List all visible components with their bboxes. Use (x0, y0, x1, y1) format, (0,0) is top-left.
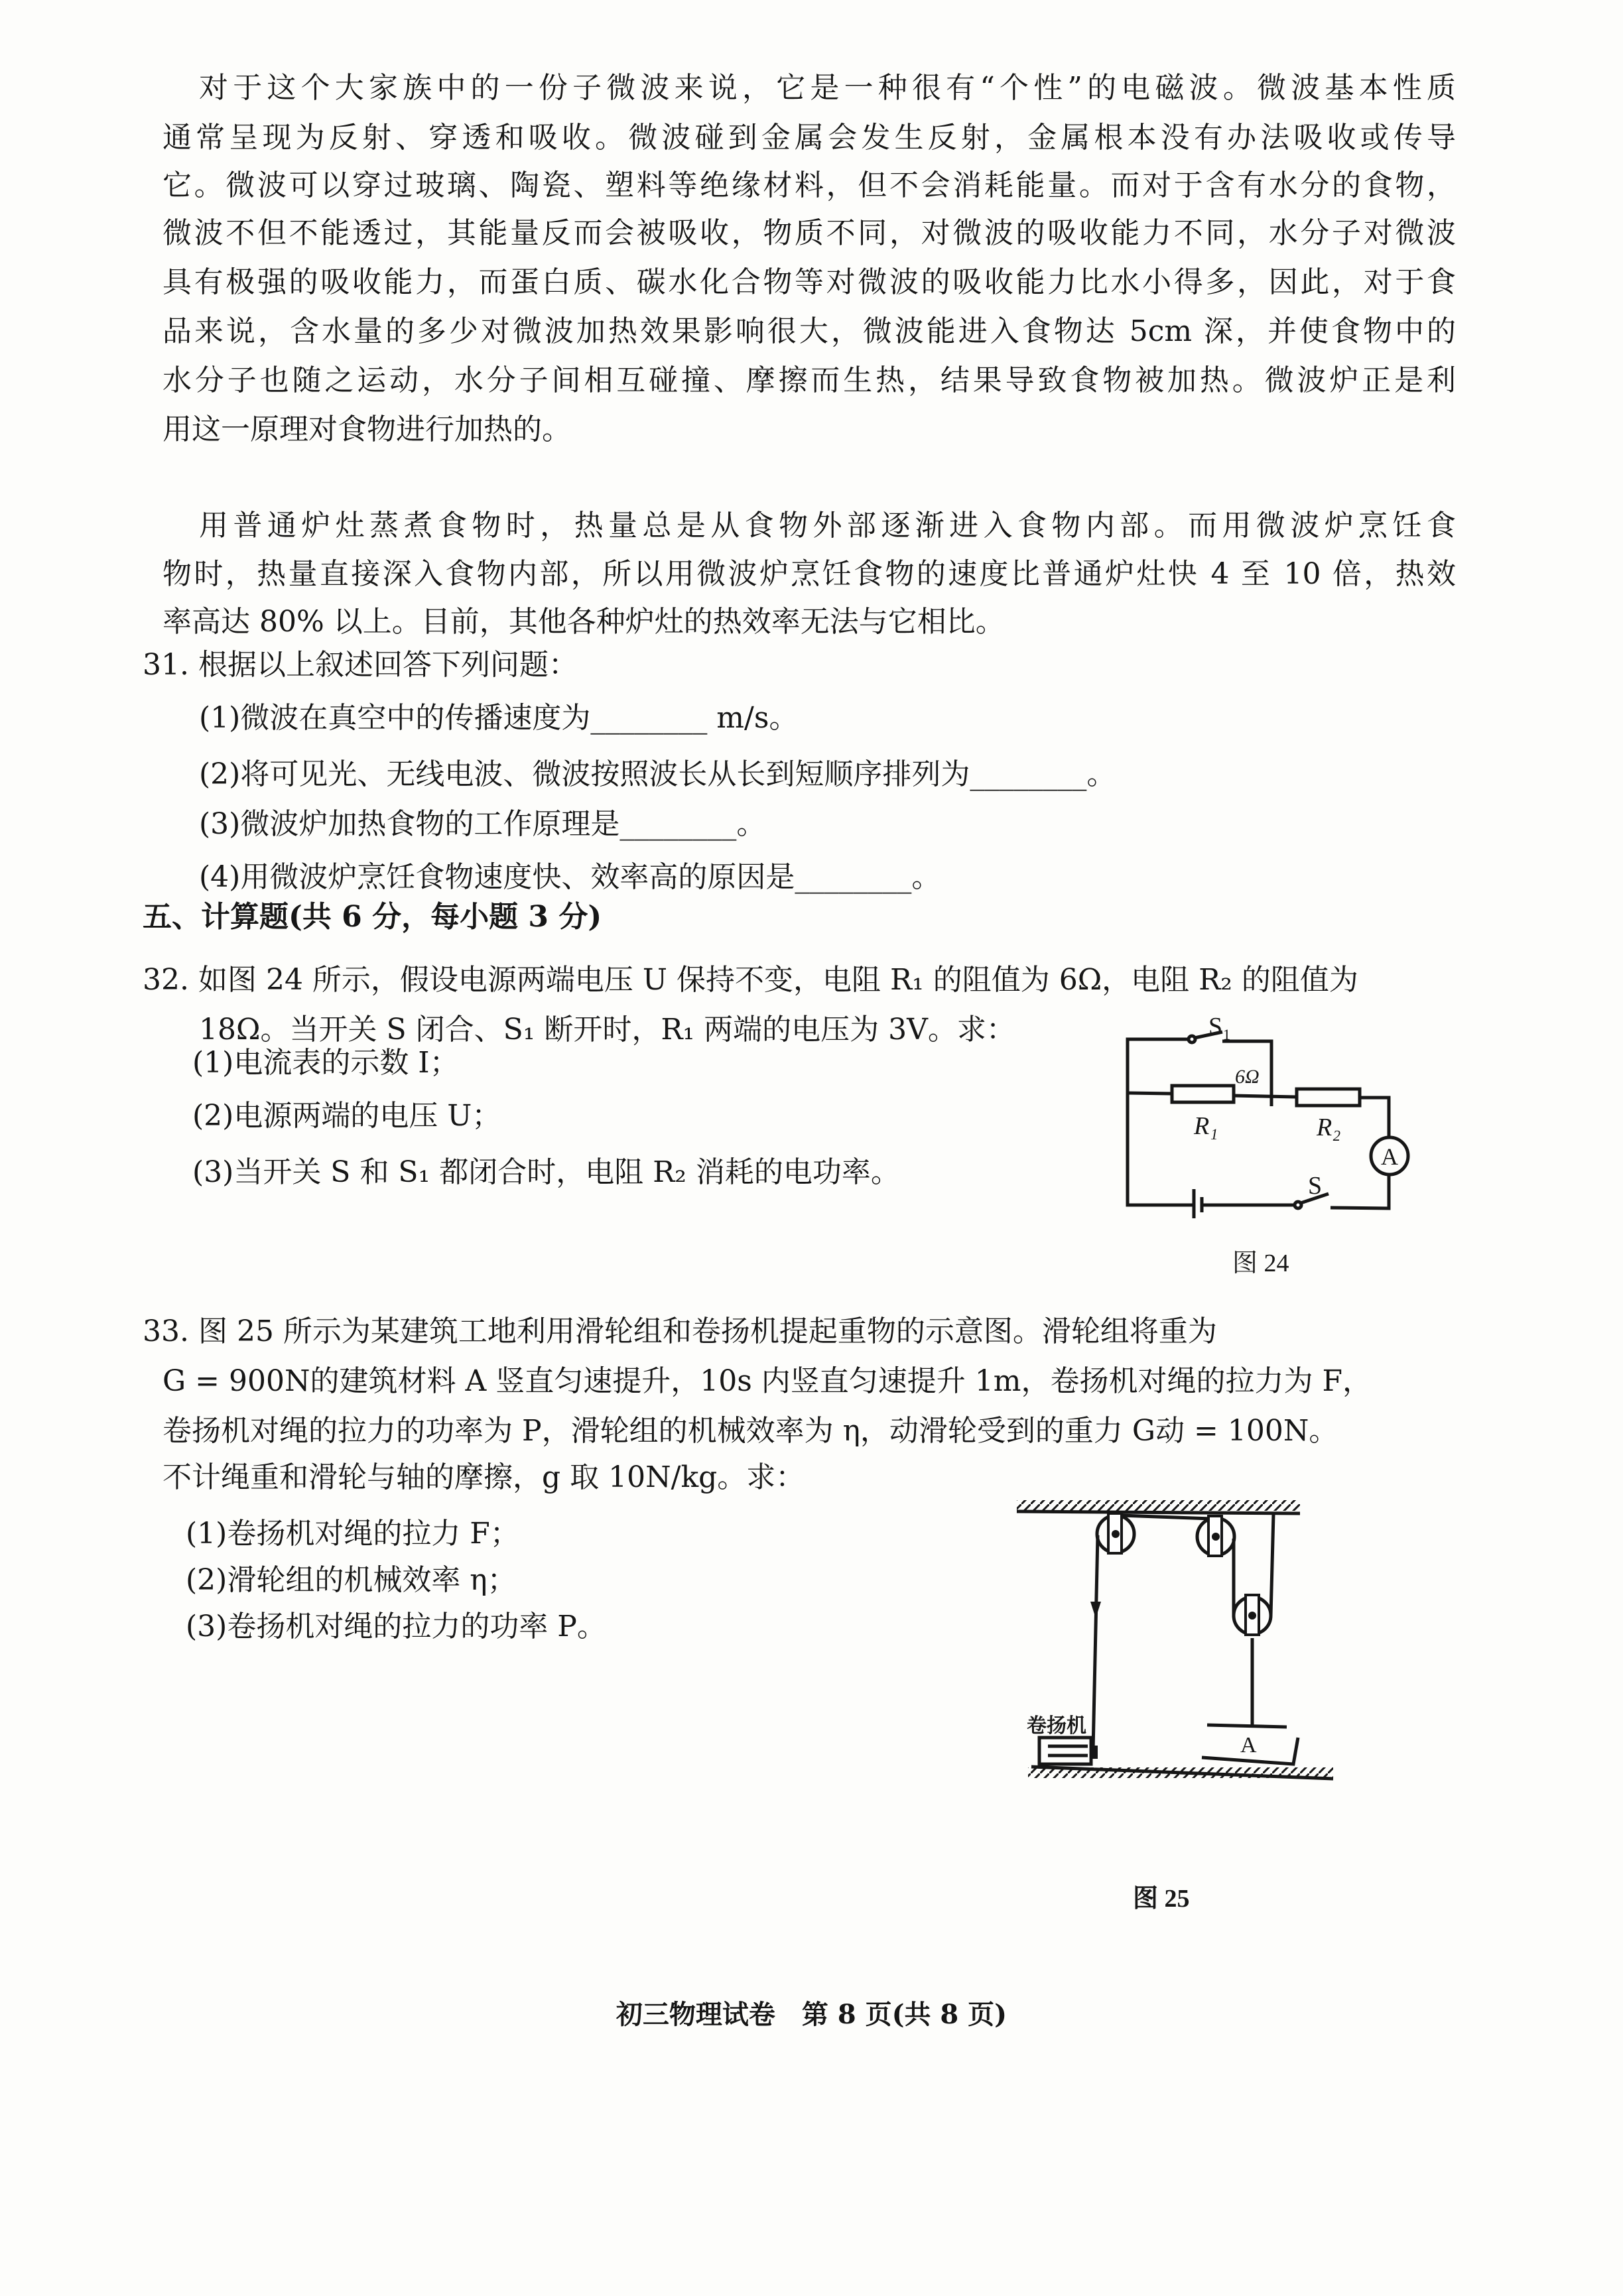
switch-s1-blade (1195, 1032, 1222, 1038)
passage-line: 它。微波可以穿过玻璃、陶瓷、塑料等绝缘材料，但不会消耗能量。而对于含有水分的食物， (162, 168, 1456, 202)
winch-hub (1091, 1746, 1098, 1759)
ceiling-hatch (1017, 1500, 1300, 1511)
resistor-r1 (1172, 1086, 1234, 1102)
passage-line: 品来说，含水量的多少对微波加热效果影响很大，微波能进入食物达 5cm 深，并使食物中的 (162, 314, 1456, 348)
sub-question: (1)微波在真空中的传播速度为________ m/s。 (199, 701, 799, 735)
label-r2: R₂ (1317, 1114, 1341, 1141)
ground (1031, 1767, 1333, 1779)
pulley-mount (1121, 1515, 1211, 1519)
movable-pulley (1234, 1597, 1271, 1634)
pulley-axle (1112, 1530, 1120, 1538)
sub-question: (4)用微波炉烹饪食物速度快、效率高的原因是________。 (199, 860, 941, 894)
pulley-bracket (1246, 1595, 1259, 1635)
passage-line: 用普通炉灶蒸煮食物时，热量总是从食物外部逐渐进入食物内部。而用微波炉烹饪食 (199, 509, 1456, 542)
sub-question: (3)当开关 S 和 S₁ 都闭合时，电阻 R₂ 消耗的电功率。 (192, 1155, 900, 1189)
question-stem: 卷扬机对绳的拉力的功率为 P，滑轮组的机械效率为 η，动滑轮受到的重力 G动 = 100N。 (162, 1414, 1338, 1448)
question-stem: 18Ω。当开关 S 闭合、S₁ 断开时，R₁ 两端的电压为 3V。求： (199, 1013, 1015, 1047)
rope (1271, 1514, 1273, 1616)
passage-line: 水分子也随之运动，水分子间相互碰撞、摩擦而生热，结果导致食物被加热。微波炉正是利 (162, 363, 1456, 397)
label-s1: S₁ (1208, 1013, 1232, 1041)
sub-question: (1)电流表的示数 I； (192, 1046, 459, 1080)
ground-hatch (1028, 1767, 1333, 1778)
figure-caption: 图 24 (1232, 1249, 1289, 1277)
question-stem: 33. 图 25 所示为某建筑工地利用滑轮组和卷扬机提起重物的示意图。滑轮组将重为 (143, 1314, 1217, 1348)
question-stem: 不计绳重和滑轮与轴的摩擦，g 取 10N/kg。求： (162, 1460, 805, 1494)
label-ammeter: A (1381, 1143, 1398, 1170)
resistor-r2 (1297, 1089, 1360, 1106)
rope (1093, 1535, 1098, 1751)
switch-s-pivot (1295, 1202, 1301, 1208)
wire (1360, 1098, 1389, 1137)
pulley-bracket (1208, 1516, 1222, 1556)
platform (1207, 1725, 1287, 1727)
question-stem: 31. 根据以上叙述回答下列问题： (143, 648, 578, 682)
section-heading: 五、计算题(共 6 分，每小题 3 分) (143, 900, 602, 934)
passage-line: 通常呈现为反射、穿透和吸收。微波碰到金属会发生反射，金属根本没有办法吸收或传导 (162, 121, 1456, 155)
passage-line: 率高达 80% 以上。目前，其他各种炉灶的热效率无法与它相比。 (162, 605, 1005, 639)
handwritten-note: 6Ω (1235, 1066, 1260, 1088)
pulley-bracket (1108, 1513, 1122, 1553)
label-winch: 卷扬机 (1027, 1715, 1086, 1737)
question-stem: 32. 如图 24 所示，假设电源两端电压 U 保持不变，电阻 R₁ 的阻值为 6Ω，电阻 R₂ 的阻值为 (143, 963, 1358, 997)
arrow-down-icon (1090, 1602, 1101, 1618)
passage-line: 对于这个大家族中的一份子微波来说，它是一种很有“个性”的电磁波。微波基本性质 (199, 71, 1456, 105)
label-r1: R₁ (1194, 1112, 1218, 1140)
sub-question: (3)微波炉加热食物的工作原理是________。 (199, 807, 766, 841)
passage-line: 物时，热量直接深入食物内部，所以用微波炉烹饪食物的速度比普通炉灶快 4 至 10 倍，热效 (162, 557, 1456, 591)
switch-s1-pivot (1189, 1036, 1195, 1043)
question-stem: G = 900N的建筑材料 A 竖直匀速提升，10s 内竖直匀速提升 1m，卷扬机对绳的拉力为 F， (162, 1364, 1372, 1398)
passage-line: 用这一原理对食物进行加热的。 (162, 413, 571, 446)
pulley-axle (1248, 1612, 1256, 1620)
sub-question: (2)滑轮组的机械效率 η； (186, 1563, 517, 1597)
pulley-axle (1212, 1533, 1220, 1541)
label-load-a: A (1240, 1733, 1257, 1757)
figure-caption: 图 25 (1133, 1885, 1190, 1913)
page-footer: 初三物理试卷 第 8 页(共 8 页) (616, 1999, 1007, 2030)
wire (1222, 1041, 1271, 1106)
ammeter (1371, 1137, 1408, 1175)
fixed-pulley (1097, 1515, 1134, 1553)
sub-question: (2)将可见光、无线电波、微波按照波长从长到短顺序排列为________。 (199, 757, 1116, 791)
passage-line: 具有极强的吸收能力，而蛋白质、碳水化合物等对微波的吸收能力比水小得多，因此，对于食 (162, 265, 1456, 299)
wire (1331, 1175, 1389, 1208)
wire (1128, 1093, 1172, 1094)
sub-question: (1)卷扬机对绳的拉力 F； (186, 1517, 519, 1551)
sub-question: (3)卷扬机对绳的拉力的功率 P。 (186, 1610, 606, 1643)
sub-question: (2)电源两端的电压 U； (192, 1099, 501, 1133)
passage-line: 微波不但不能透过，其能量反而会被吸收，物质不同，对微波的吸收能力不同，水分子对微波 (162, 216, 1456, 250)
winch (1039, 1738, 1091, 1764)
load-base (1202, 1738, 1298, 1764)
ceiling (1017, 1511, 1300, 1513)
wire (1234, 1096, 1297, 1097)
switch-s-blade (1301, 1194, 1329, 1203)
label-s: S (1308, 1172, 1323, 1200)
fixed-pulley (1197, 1518, 1234, 1555)
wire (1128, 1039, 1194, 1205)
